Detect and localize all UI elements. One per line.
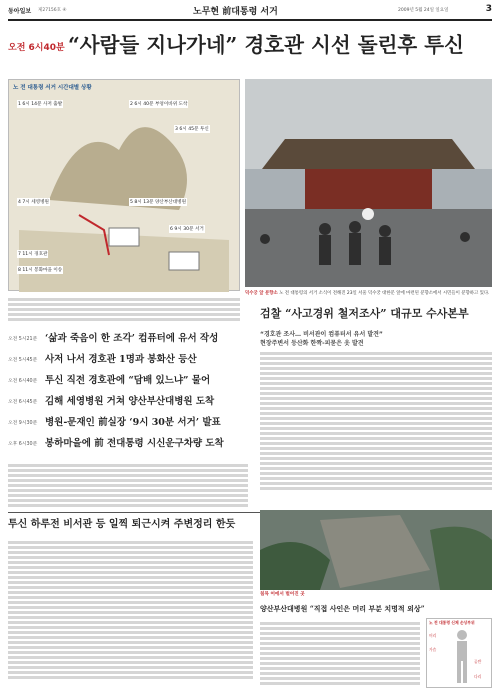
timeline-item (8, 350, 253, 370)
photo-caption (245, 290, 492, 300)
timeline-time: 오전 5시45분 (8, 358, 38, 363)
rock-scene-image (260, 510, 492, 590)
right-story (260, 305, 492, 505)
page-number: 3 (485, 4, 492, 14)
map-illustration (9, 80, 241, 292)
headline-time: 오전 6시40분 (8, 43, 65, 53)
diagram-label: 골반 (474, 659, 482, 664)
timeline-map (8, 79, 240, 291)
paper-name: 동아일보 (8, 8, 32, 15)
map-story-body (8, 296, 240, 326)
diagram-label: 가슴 (429, 647, 437, 652)
right-story-body (260, 350, 492, 500)
bottom-right-title: 양산부산대병원 “직접 사인은 머리 부분 치명적 외상” (260, 604, 425, 613)
photo-caption-label: 덕수궁 앞 분향소 (245, 291, 278, 296)
timeline-text: 봉하마을에 前 전대통령 시신운구차량 도착 (45, 438, 224, 449)
map-label: 3 6시 45분 투신 (175, 127, 209, 132)
bottom-left-body (8, 539, 253, 684)
map-label: 1 6시 14분 사저 출발 (18, 102, 63, 107)
map-title: 노 전 대통령 서거 시간대별 상황 (13, 85, 92, 91)
timeline-list (8, 329, 253, 469)
right-story-subtitle-2: 현장주변서 등산화 한짝-피묻은 옷 발견 (260, 340, 364, 347)
headline-title: “사람들 지나가네” 경호관 시선 돌린후 투신 (68, 33, 464, 57)
timeline-item (8, 371, 253, 391)
timeline-time: 오후 6시30분 (8, 442, 38, 447)
human-figure-icon (452, 629, 472, 685)
timeline-item (8, 413, 253, 433)
timeline-time: 오전 6시40분 (8, 379, 38, 384)
timeline-text: ‘삶과 죽음이 한 조각’ 컴퓨터에 유서 작성 (45, 333, 219, 344)
bottom-left-story (8, 515, 253, 685)
right-story-subtitle: “경호관 조사… 비서관이 컴퓨터서 유서 발견” (260, 331, 383, 338)
issue-number: 제27156호 ④ (38, 8, 67, 13)
bottom-right-body (260, 620, 420, 688)
right-story-title: 검찰 “사고경위 철저조사” 대규모 수사본부 (260, 307, 469, 320)
timeline-time: 오전 5시21분 (8, 337, 38, 342)
map-label: 7 11시 경호관 (18, 252, 48, 257)
timeline-text: 투신 직전 경호관에 “담배 있느냐” 물어 (45, 375, 211, 386)
main-photo (245, 79, 492, 287)
masthead-rule (8, 19, 492, 21)
bottom-right-photo (260, 510, 492, 590)
timeline-time: 오전 9시30분 (8, 421, 38, 426)
timeline-text: 김해 세영병원 거쳐 양산부산대병원 도착 (45, 396, 215, 407)
memorial-scene-image (245, 79, 492, 287)
body-diagram (426, 618, 492, 688)
timeline-time: 오전 6시45분 (8, 400, 38, 405)
article-body-left (8, 462, 248, 510)
diagram-label: 머리 (429, 633, 437, 638)
bottom-photo-caption: 침묵 어에서 벌어진 곳 (260, 592, 305, 597)
map-label: 4 7시 세영병원 (18, 200, 49, 205)
photo-caption-text: 노 전 대통령의 서거 소식이 전해진 23일 서울 덕수궁 대한문 앞에 마련된 분향소에서 시민들이 분향하고 있다. (279, 291, 490, 296)
timeline-item (8, 434, 253, 454)
timeline-text: 사저 나서 경호관 1명과 봉화산 등산 (45, 354, 197, 365)
bottom-right-story (260, 604, 492, 688)
timeline-text: 병원-문재인 前실장 ‘9시 30분 서거’ 발표 (45, 417, 221, 428)
headline (8, 28, 492, 64)
timeline-item (8, 392, 253, 412)
bottom-left-title: 투신 하루전 비서관 등 일찍 퇴근시켜 주변정리 한듯 (8, 519, 236, 530)
masthead (8, 4, 492, 18)
map-label: 8 11시 봉화마을 이송 (18, 268, 63, 273)
section-title: 노무현 前대통령 서거 (193, 7, 278, 17)
edition-date: 2009년 5월 24일 일요일 (398, 8, 449, 13)
map-label: 2 6시 40분 부엉이바위 도착 (130, 102, 188, 107)
map-label: 6 9시 30분 서거 (170, 227, 204, 232)
timeline-item (8, 329, 253, 349)
diagram-title: 노 전 대통령 신체 손상부위 (429, 620, 475, 625)
diagram-label: 다리 (474, 674, 482, 679)
map-label: 5 8시 13분 양산부산대병원 (130, 200, 187, 205)
